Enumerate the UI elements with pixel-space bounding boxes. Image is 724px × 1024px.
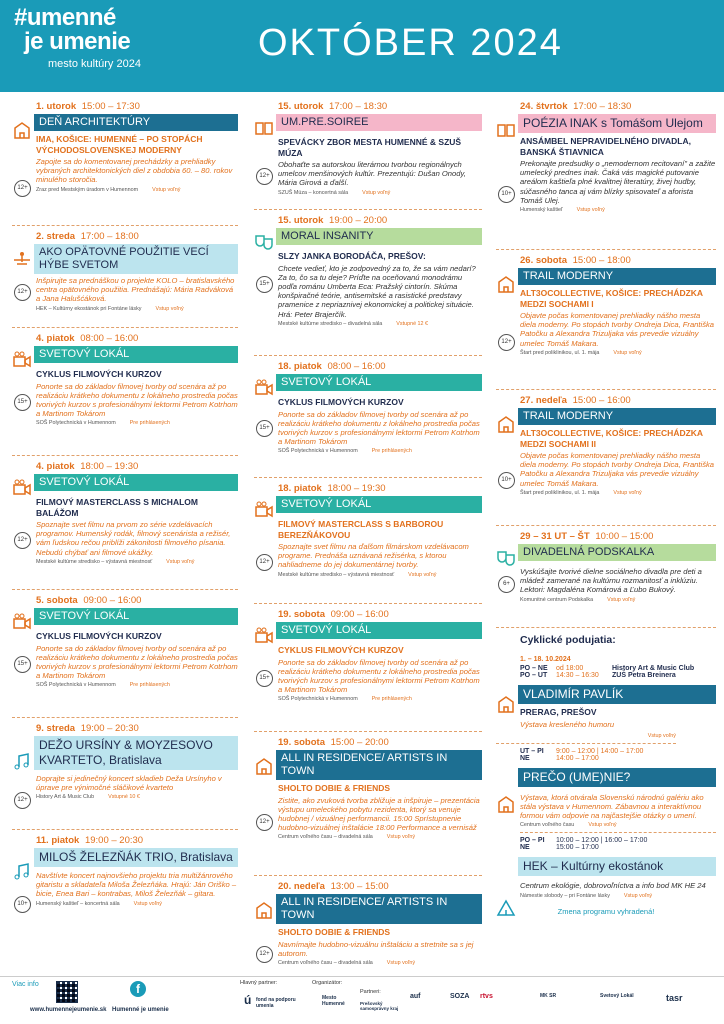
event-footer: Mestské kultúrne stredisko – výstavná miestnosť Vstup voľný: [36, 558, 195, 565]
pavlik-subtitle: PRERAG, PREŠOV: [520, 707, 597, 717]
age-badge: 12+: [14, 180, 31, 197]
event-subtitle: ANSÁMBEL NEPRAVIDELNÉHO DIVADLA, BANSKÁ ŠTIAVNICA: [520, 136, 691, 157]
footer: [0, 976, 724, 1024]
event-description: Zapojte sa do komentovanej prechádzky a prehliadky vybraných architektonických diel z obdobia 60. – 80. rokov minulého storočia.: [36, 157, 233, 185]
partner-logo: tasr: [666, 993, 683, 1003]
event-item: [254, 482, 482, 604]
event-description: Spoznajte svet filmu na prvom zo série vzdelávacích programov. Humenský rodák, filmový scenárista a režisér, vám ľudskou rečou priblíži zákonitosti filmového písania. Nebudú chýbať ani filmové ukážky.: [36, 520, 231, 557]
event-date: 18. piatok 08:00 – 16:00: [278, 361, 386, 372]
main-partner-label: Hlavný partner:: [240, 980, 278, 986]
age-badge: 12+: [14, 792, 31, 809]
event-description: Prekonajte predsudky o „nemodernom recitovaní" a zažite umelecký prednes inak. Čaká vás magické putovanie areálom kaštieľa plné kvalitnej literatúry, živej hudby, súčasného tanca aj vám blízky spisovateľ a aforista Tomáš Ulej.: [520, 159, 716, 205]
event-item: [254, 880, 482, 972]
preco-description: Výstava, ktorá otvárala Slovenskú národnú galériu ako stála výstava v Humennom. Zábavnou a interaktívnou formou vám odpovie na najčastejšie otázky o umení.: [520, 792, 704, 821]
recycle-icon: [12, 248, 32, 268]
theater-masks-icon: [496, 548, 516, 568]
event-title: UM.PRE.SOIREE: [276, 114, 482, 131]
age-badge: 12+: [14, 284, 31, 301]
partner-logo: auf: [410, 993, 421, 1000]
house-icon: [496, 694, 516, 714]
event-description: Ponorte sa do základov filmovej tvorby od scenára až po realizáciu krátkeho dokumentu z lokálneho prostredia počas tvorivých kurzov s profesionálnymi lektormi Petrom Kotrhom a Martinom Tokárom: [36, 643, 238, 681]
event-date: 19. sobota 09:00 – 16:00: [278, 609, 389, 620]
event-title: AKO OPÄTOVNÉ POUŽITIE VECÍ HÝBE SVETOM: [34, 244, 238, 274]
camera-icon: [12, 478, 32, 498]
event-item: [254, 360, 482, 478]
event-footer: Zraz pred Mestským úradom v Humennom Vstup voľný: [36, 186, 181, 193]
event-title: SVETOVÝ LOKÁL: [34, 608, 238, 625]
age-badge: 12+: [256, 554, 273, 571]
age-badge: 10+: [498, 186, 515, 203]
event-date: 15. utorok 17:00 – 18:30: [278, 101, 388, 112]
house-icon: [254, 900, 274, 920]
website-link[interactable]: www.humennejeumenie.sk: [30, 1007, 107, 1013]
event-date: 5. sobota 09:00 – 16:00: [36, 595, 142, 606]
event-subtitle: FILMOVÝ MASTERCLASS S BARBOROU BEREZŇÁKOVOU: [278, 519, 444, 540]
event-item: [254, 214, 482, 356]
event-title: DEŇ ARCHITEKTÚRY: [34, 114, 238, 131]
event-description: Objavte počas komentovanej prehliadky nášho mesta diela moderny. Po stopách tvorby Ondreja Dica, Františka Patočku a Alexandra Trizuljaka vás prevedie vizuálny umelec Tomáš Makara.: [520, 311, 715, 348]
cyclic-range: 1. – 18. 10.2024: [520, 656, 571, 663]
building-icon: [496, 794, 516, 814]
event-description: Zistite, ako zvuková tvorba zbližuje a inšpiruje – prezentácia výstupu umeleckého pobytu rezidenta, ktorý sa venuje hudobnej / vizuálnej performancii. 15:00 Sprístupnenie hudobno-vizuálnej inštalácie 18:00 Performance a vernisáž: [278, 795, 480, 833]
event-item: [496, 100, 716, 250]
event-description: Navštívte koncert najnovšieho projektu tria multižánrového gitaristu a skladateľa Miloša Železňáka. Hrajú: Ján Oriško – bicie, Enea Bari – kontrabas, Miloš Železňák – gitara.: [36, 871, 237, 899]
book-icon: [254, 118, 274, 138]
event-subtitle: ALT3OCOLLECTIVE, KOŠICE: PRECHÁDZKA MEDZI SOCHAMI I: [520, 288, 703, 309]
event-footer: Mestské kultúrne stredisko – divadelná sála Vstupné 12 €: [278, 320, 429, 327]
event-subtitle: CYKLUS FILMOVÝCH KURZOV: [36, 631, 162, 641]
house-icon: [254, 756, 274, 776]
page-title: OKTÓBER 2024: [258, 22, 563, 64]
event-title: MORAL INSANITY: [276, 228, 482, 245]
event-item: [496, 254, 716, 390]
event-item: [12, 834, 238, 974]
event-item: [12, 460, 238, 590]
event-footer: Centrum voľného času – divadelná sála Vstup voľný: [278, 959, 416, 966]
event-item: [254, 100, 482, 210]
event-footer: Štart pred poliklinikou, ul. 1. mája Vstup voľný: [520, 489, 642, 496]
event-footer: Štart pred poliklinikou, ul. 1. mája Vstup voľný: [520, 349, 642, 356]
event-footer: SZUŠ Múza – koncertná sála Vstup voľný: [278, 189, 391, 196]
event-footer: Humenský kaštieľ – koncertná sála Vstup voľný: [36, 900, 162, 907]
hours-row: PO – PI 10:00 – 12:00 | 16:00 – 17:00: [520, 837, 648, 845]
change-note: Zmena programu vyhradená!: [557, 906, 655, 916]
pavlik-description: Výstava kresleného humoru: [520, 719, 615, 729]
logo-line2: je umenie: [24, 28, 131, 55]
cyclic-section: [496, 634, 716, 916]
book-icon: [496, 120, 516, 140]
event-title: SVETOVÝ LOKÁL: [34, 346, 238, 363]
event-title: MILOŠ ŽELEZŇÁK TRIO, Bratislava: [34, 848, 238, 867]
event-item: [496, 394, 716, 526]
event-footer: SOŠ Polytechnická v Humennom Pre prihlásených: [36, 420, 170, 427]
age-badge: 15+: [14, 656, 31, 673]
event-title: SVETOVÝ LOKÁL: [34, 474, 238, 491]
cyclic-row: PO – NE od 18:00 History Art & Music Club: [520, 665, 695, 672]
event-description: Ponorte sa do základov filmovej tvorby od scenára až po realizáciu krátkeho dokumentu z lokálneho prostredia počas tvorivých kurzov s profesionálnymi lektormi Petrom Kotrhom a Martinom Tokárom: [278, 409, 480, 447]
hours-row: NE 15:00 – 17:00: [520, 844, 599, 852]
event-date: 1. utorok 15:00 – 17:30: [36, 101, 140, 112]
cyclic-heading: Cyklické podujatia:: [520, 634, 616, 646]
event-title: SVETOVÝ LOKÁL: [276, 374, 482, 391]
tent-icon: [496, 898, 516, 918]
age-badge: 10+: [14, 896, 31, 913]
hek-banner: HEK – Kultúrny ekostánok: [518, 857, 716, 876]
event-date: 11. piatok 19:00 – 20:30: [36, 835, 144, 846]
camera-icon: [12, 612, 32, 632]
partner-logo: SOZA: [450, 993, 470, 1000]
preco-footer: Centrum voľného času Vstup voľný: [520, 822, 716, 833]
event-subtitle: CYKLUS FILMOVÝCH KURZOV: [278, 645, 404, 655]
event-date: 18. piatok 18:00 – 19:30: [278, 483, 386, 494]
hours-row: NE 14:00 – 17:00: [520, 754, 599, 762]
event-item: [254, 608, 482, 732]
event-date: 2. streda 17:00 – 18:00: [36, 231, 139, 242]
event-description: Vyskúšajte tvorivé dielne sociálneho divadla pre deti a mládež zamerané na kultúrnu rozmanitosť a inklúziu. Lektori: Magdaléna Komárová a Ľubo Bukový.: [520, 567, 702, 595]
camera-icon: [254, 378, 274, 398]
age-badge: 12+: [256, 946, 273, 963]
event-item: [12, 332, 238, 456]
event-footer: SOŠ Polytechnická v Humennom Pre prihlásených: [278, 696, 412, 703]
event-subtitle: SHOLTO DOBIE & FRIENDS: [278, 927, 391, 937]
event-item: [12, 100, 238, 226]
pavlik-banner: VLADIMÍR PAVLÍK: [518, 685, 716, 704]
event-footer: HEK – Kultúrny ekostánok pri Fontáne lásky Vstup voľný: [36, 305, 184, 312]
hours-row: UT – PI 9:00 – 12:00 | 14:00 – 17:00: [520, 747, 644, 755]
event-description: Objavte počas komentovanej prehliadky nášho mesta diela moderny. Po stopách tvorby Ondreja Dica, Františka Patočku a Alexandra Trizuljaka vás prevedie vizuálny umelec Tomáš Makara.: [520, 451, 715, 488]
event-footer: SOŠ Polytechnická v Humennom Pre prihlásených: [278, 448, 412, 455]
hek-description: Centrum ekológie, dobrovoľníctva a info bod MK HE 24: [520, 881, 706, 891]
partners-label: Partneri:: [360, 989, 381, 995]
event-subtitle: FILMOVÝ MASTERCLASS S MICHALOM BALÁŽOM: [36, 497, 198, 518]
event-description: Obohaťte sa autorskou literárnou tvorbou regionálnych umelcov menšinových kultúr. Prezentujú: Dušan Onody, Mária Girová a ďalší.: [278, 160, 466, 188]
facebook-icon[interactable]: f: [130, 981, 146, 997]
age-badge: 6+: [498, 576, 515, 593]
partner-logo: MK SR: [540, 993, 557, 999]
camera-icon: [254, 626, 274, 646]
event-date: 9. streda 19:00 – 20:30: [36, 723, 139, 734]
event-subtitle: IMA, KOŠICE: HUMENNÉ – PO STOPÁCH VÝCHODOSLOVENSKEJ MODERNY: [36, 134, 203, 155]
event-title: SVETOVÝ LOKÁL: [276, 496, 482, 513]
event-description: Doprajte si jedinečný koncert skladieb Deža Ursínyho v úprave pre výnimočné sláčikové kvarteto: [36, 774, 222, 793]
event-description: Navnímajte hudobno-vizuálnu inštaláciu a stretnite sa s jej autorom.: [278, 939, 474, 958]
event-date: 4. piatok 18:00 – 19:30: [36, 461, 139, 472]
partner-logo: Prešovský samosprávny kraj: [360, 1001, 399, 1011]
partner-logo: Svetový Lokál: [600, 993, 634, 999]
event-footer: SOŠ Polytechnická v Humennom Pre prihlásených: [36, 682, 170, 689]
logo-tagline: mesto kultúry 2024: [48, 58, 141, 70]
event-description: Chcete vedieť, kto je zodpovedný za to, že sa vám nedarí? Za to, čo sa tu deje? Príďte na oceňovanú monodrámu podľa románu Umberta Eca: Pražský cintorín. Skúma konšpiračné teórie, antisemitské a rasistické predstavy pramenice z nepriaznivej ekonomickej a politickej situácie. Hrá: Peter Brajerčík.: [278, 263, 476, 319]
event-footer: Komunitné centrum Podskalka Vstup voľný: [520, 596, 636, 603]
music-note-icon: [12, 752, 32, 772]
event-footer: History Art & Music Club Vstupné 10 €: [36, 794, 140, 801]
event-date: 24. štvrtok 17:00 – 18:30: [520, 101, 632, 112]
event-title: ALL IN RESIDENCE/ ARTISTS IN TOWN: [276, 750, 482, 780]
age-badge: 15+: [256, 276, 273, 293]
more-info-label: Viac info: [12, 981, 39, 988]
event-description: Ponorte sa do základov filmovej tvorby od scenára až po realizáciu krátkeho dokumentu z lokálneho prostredia počas tvorivých kurzov s profesionálnymi lektormi Petrom Kotrhom a Martinom Tokárom: [278, 657, 480, 695]
event-subtitle: CYKLUS FILMOVÝCH KURZOV: [278, 397, 404, 407]
event-item: [12, 722, 238, 830]
age-badge: 12+: [498, 334, 515, 351]
event-subtitle: SPEVÁCKY ZBOR MESTA HUMENNÉ & SZUŠ MÚZA: [278, 137, 462, 158]
age-badge: 15+: [14, 394, 31, 411]
event-description: Inšpirujte sa prednáškou o projekte KOLO – bratislavského centra opätovného použitia. Prednášajú: Mária Radváková a Jana Halušćáková.: [36, 276, 235, 304]
organizer-label: Organizátor:: [312, 980, 343, 986]
event-footer: Humenský kaštieľ Vstup voľný: [520, 207, 605, 214]
event-title: DEŽO URSÍNY & MOYZESOVO KVARTETO, Bratislava: [34, 736, 238, 770]
event-title: DIVADELNÁ PODSKALKA: [518, 544, 716, 561]
event-subtitle: ALT3OCOLLECTIVE, KOŠICE: PRECHÁDZKA MEDZI SOCHAMI II: [520, 428, 703, 449]
qr-code-icon[interactable]: [56, 981, 78, 1003]
age-badge: 12+: [14, 532, 31, 549]
header-bar: [0, 0, 724, 92]
logo: [14, 6, 204, 86]
event-item: [496, 530, 716, 628]
partner-logo: Mesto Humenné: [322, 995, 345, 1007]
event-description: Ponorte sa do základov filmovej tvorby od scenára až po realizáciu krátkeho dokumentu z lokálneho prostredia počas tvorivých kurzov s profesionálnymi lektormi Petrom Kotrhom a Martinom Tokárom: [36, 381, 238, 419]
camera-icon: [12, 350, 32, 370]
event-title: POÉZIA INAK s Tomášom Ulejom: [518, 114, 716, 133]
event-date: 15. utorok 19:00 – 20:00: [278, 215, 388, 226]
hek-footer: Námestie slobody – pri Fontáne lásky Vstup voľný: [520, 892, 653, 899]
music-note-icon: [12, 862, 32, 882]
event-date: 20. nedeľa 13:00 – 15:00: [278, 881, 389, 892]
building-icon: [496, 274, 516, 294]
event-description: Spoznajte svet filmu na ďalšom filmárskom vzdelávacom programe. Prednáša uznávaná režisérka, s ktorou nahliadneme do jej dokumentárnej tvorby.: [278, 542, 469, 570]
event-title: ALL IN RESIDENCE/ ARTISTS IN TOWN: [276, 894, 482, 924]
logo-line1: #umenné: [14, 4, 116, 31]
event-date: 19. sobota 15:00 – 20:00: [278, 737, 389, 748]
event-subtitle: SHOLTO DOBIE & FRIENDS: [278, 783, 391, 793]
age-badge: 12+: [256, 814, 273, 831]
event-subtitle: CYKLUS FILMOVÝCH KURZOV: [36, 369, 162, 379]
facebook-link[interactable]: Humenné je umenie: [112, 1007, 169, 1013]
age-badge: 15+: [256, 420, 273, 437]
partner-logo: rtvs: [480, 993, 493, 1000]
partner-logo: ú: [244, 993, 252, 1007]
partner-logo: fond na podporu umenia: [256, 997, 296, 1009]
building-icon: [12, 120, 32, 140]
event-footer: Centrum voľného času – divadelná sála Vstup voľný: [278, 834, 416, 841]
event-item: [254, 736, 482, 876]
event-date: 29 – 31 UT – ŠT 10:00 – 15:00: [520, 531, 654, 542]
event-item: [12, 594, 238, 718]
preco-banner: PREČO (UME)NIE?: [518, 768, 716, 787]
event-item: [12, 230, 238, 328]
theater-masks-icon: [254, 232, 274, 252]
event-subtitle: SLZY JANKA BORODÁČA, PREŠOV:: [278, 251, 426, 261]
building-icon: [496, 414, 516, 434]
age-badge: 12+: [256, 168, 273, 185]
age-badge: 15+: [256, 670, 273, 687]
event-title: SVETOVÝ LOKÁL: [276, 622, 482, 639]
event-date: 27. nedeľa 15:00 – 16:00: [520, 395, 631, 406]
camera-icon: [254, 500, 274, 520]
event-title: TRAIL MODERNY: [518, 408, 716, 425]
cyclic-row: PO – UT 14:30 – 16:30 ZUŠ Petra Breinera: [520, 672, 676, 679]
pavlik-entry: Vstup voľný: [496, 733, 676, 744]
event-date: 26. sobota 15:00 – 18:00: [520, 255, 631, 266]
event-title: TRAIL MODERNY: [518, 268, 716, 285]
event-date: 4. piatok 08:00 – 16:00: [36, 333, 139, 344]
age-badge: 10+: [498, 472, 515, 489]
event-footer: Mestské kultúrne stredisko – výstavná miestnosť Vstup voľný: [278, 571, 437, 578]
